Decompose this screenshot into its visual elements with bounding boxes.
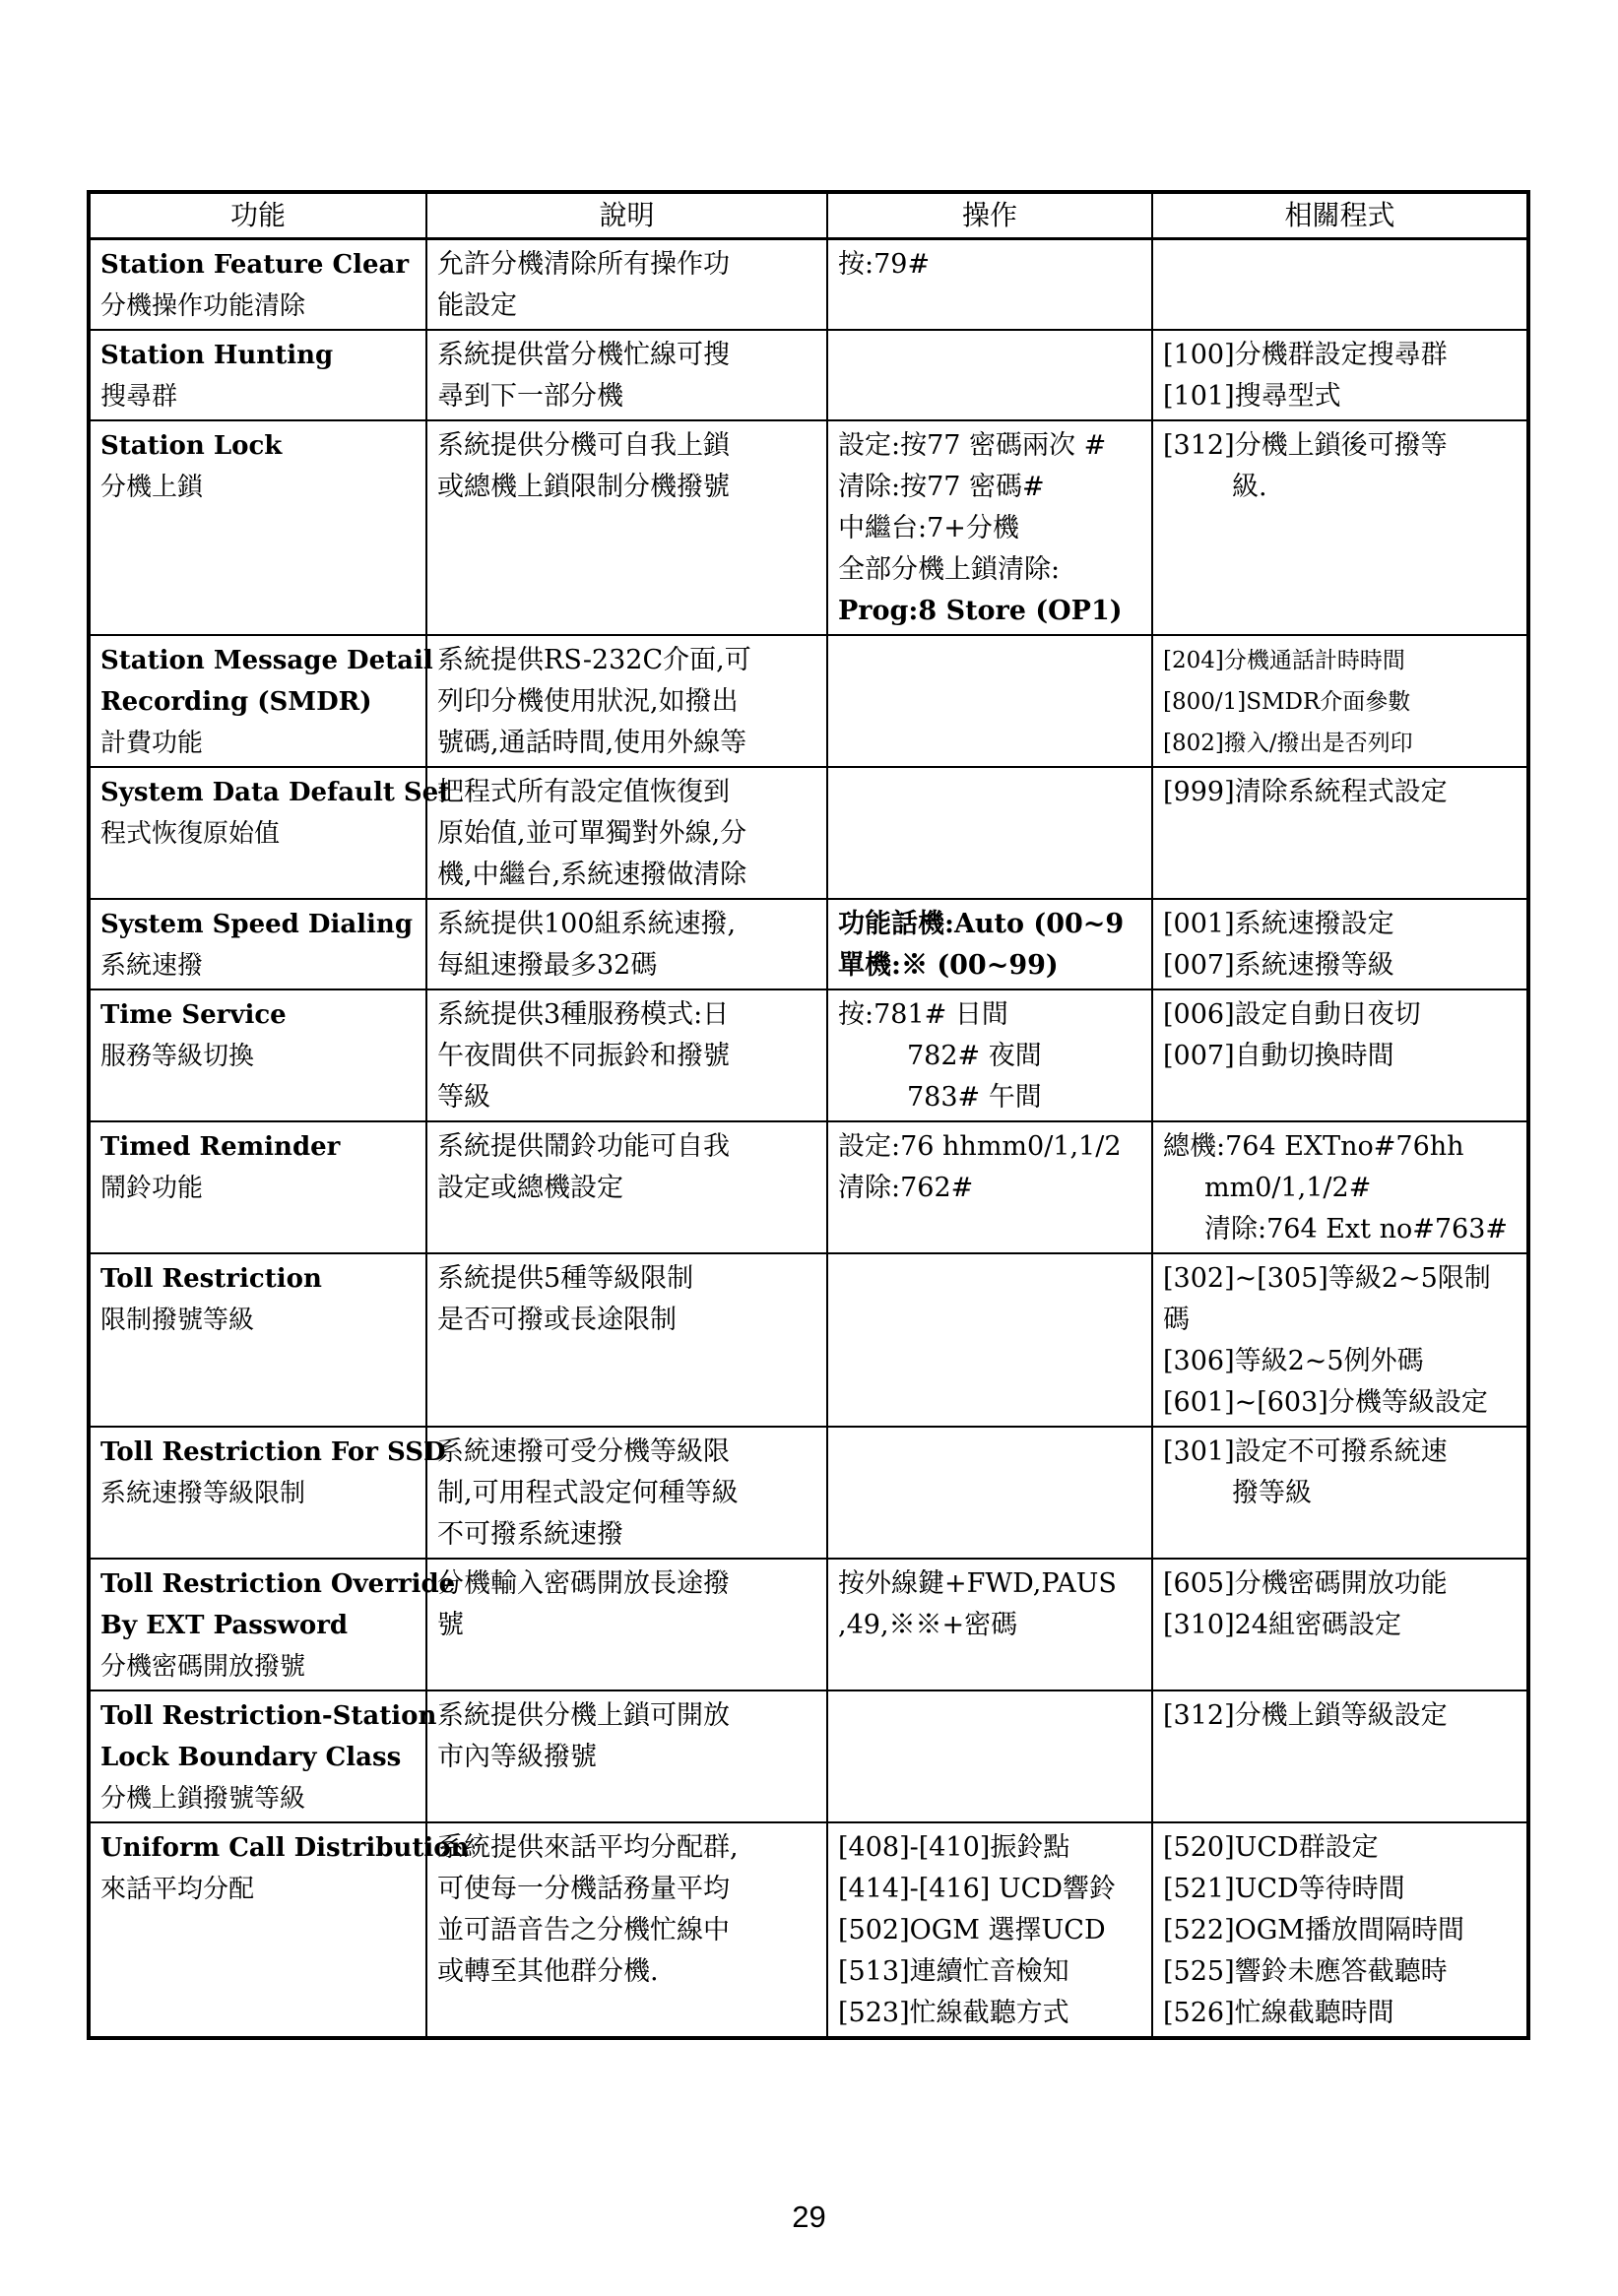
cell-line: 系統提供分機可自我上鎖: [437, 430, 730, 461]
cell-related: [1152, 420, 1528, 635]
cell-line: Time Service: [100, 1000, 287, 1030]
cell-line: Uniform Call Distribution: [100, 1833, 470, 1863]
cell-operation: [827, 1253, 1152, 1427]
cell-line: [525]響鈴未應答截聽時: [1163, 1956, 1448, 1987]
cell-operation: [827, 330, 1152, 420]
cell-line: Station Lock: [100, 431, 283, 461]
cell-line: [605]分機密碼開放功能: [1163, 1568, 1448, 1599]
cell-function: [89, 635, 433, 767]
cell-line: [101]搜尋型式: [1163, 381, 1341, 412]
cell-line: [408]-[410]振鈴點: [838, 1832, 1070, 1863]
cell-related: [1152, 767, 1528, 899]
cell-line: [601]~[603]分機等級設定: [1163, 1387, 1488, 1418]
table-row: [89, 330, 1528, 420]
cell-line: 清除:764 Ext no#763#: [1204, 1214, 1509, 1244]
page-number: 29: [792, 2200, 826, 2234]
cell-operation: [827, 420, 1152, 635]
cell-line: 搜尋群: [100, 382, 178, 412]
cell-line: [312]分機上鎖等級設定: [1163, 1700, 1448, 1731]
cell-line: ,49,※※+密碼: [838, 1610, 1018, 1640]
cell-line: Prog:8 Store (OP1): [838, 596, 1123, 626]
cell-line: 鬧鈴功能: [100, 1174, 204, 1203]
cell-description: [426, 1253, 827, 1427]
cell-line: 系統提供5種等級限制: [437, 1263, 694, 1294]
cell-function: [89, 767, 451, 899]
table-header-row: [89, 192, 1528, 239]
cell-description: [426, 1822, 827, 2038]
cell-operation: [827, 989, 1152, 1121]
cell-function: [89, 899, 426, 989]
table-row: [89, 899, 1528, 989]
cell-line: 不可撥系統速撥: [437, 1519, 623, 1550]
cell-line: 服務等級切換: [100, 1042, 255, 1071]
cell-description: [426, 239, 827, 331]
cell-line: [522]OGM播放間隔時間: [1163, 1915, 1464, 1945]
cell-line: 設定或總機設定: [437, 1173, 623, 1203]
cell-line: 783# 午間: [907, 1082, 1042, 1113]
cell-line: [301]設定不可撥系統速: [1163, 1436, 1448, 1467]
cell-line: 系統速撥等級限制: [100, 1479, 306, 1508]
cell-description: [426, 1427, 827, 1559]
cell-line: 尋到下一部分機: [437, 381, 623, 412]
cell-function: [89, 420, 426, 635]
table-row: [89, 1253, 1528, 1427]
feature-table: [87, 190, 1530, 2040]
cell-line: [521]UCD等待時間: [1163, 1874, 1405, 1904]
cell-line: 系統提供鬧鈴功能可自我: [437, 1131, 730, 1162]
cell-line: Toll Restriction Override: [100, 1569, 456, 1599]
cell-line: 中繼台:7+分機: [838, 513, 1019, 543]
cell-line: 設定:按77 密碼兩次 #: [838, 430, 1107, 461]
cell-line: [520]UCD群設定: [1163, 1832, 1379, 1863]
cell-line: 午夜間供不同振鈴和撥號: [437, 1041, 730, 1071]
cell-line: 或轉至其他群分機.: [437, 1956, 659, 1987]
cell-line: [302]~[305]等級2~5限制: [1163, 1263, 1491, 1294]
cell-line: 並可語音告之分機忙線中: [437, 1915, 730, 1945]
cell-related: [1152, 1559, 1528, 1690]
cell-line: Station Hunting: [100, 341, 334, 370]
cell-line: 設定:76 hhmm0/1,1/2: [838, 1131, 1122, 1162]
cell-line: [513]連續忙音檢知: [838, 1956, 1069, 1987]
cell-line: [312]分機上鎖後可撥等: [1163, 430, 1448, 461]
cell-line: [007]系統速撥等級: [1163, 950, 1394, 981]
cell-description: [426, 989, 827, 1121]
cell-line: 分機操作功能清除: [100, 291, 306, 321]
cell-line: [999]清除系統程式設定: [1163, 777, 1448, 807]
cell-line: 號: [437, 1610, 464, 1640]
cell-line: [800/1]SMDR介面參數: [1163, 689, 1411, 715]
cell-line: [414]-[416] UCD響鈴: [838, 1874, 1116, 1904]
cell-line: 分機輸入密碼開放長途撥: [437, 1568, 730, 1599]
cell-line: Timed Reminder: [100, 1132, 341, 1162]
cell-operation: [827, 1822, 1152, 2038]
cell-line: Toll Restriction For SSD: [100, 1437, 446, 1467]
cell-line: 等級: [437, 1082, 490, 1113]
cell-function: [89, 1427, 446, 1559]
cell-function: [89, 1822, 470, 2038]
table-row: [89, 1559, 1528, 1690]
cell-related: [1152, 239, 1528, 331]
table-row: [89, 1690, 1528, 1822]
cell-line: [523]忙線截聽方式: [838, 1998, 1069, 2028]
cell-line: 是否可撥或長途限制: [437, 1305, 677, 1335]
header-related-programs: 相關程式: [1152, 192, 1528, 239]
header-function: 功能: [89, 192, 426, 239]
table-row: [89, 767, 1528, 899]
cell-line: 允許分機清除所有操作功: [437, 249, 730, 280]
cell-line: 能設定: [437, 290, 517, 321]
table-row: [89, 1121, 1528, 1253]
cell-line: [502]OGM 選擇UCD: [838, 1915, 1106, 1945]
cell-line: 市內等級撥號: [437, 1742, 597, 1772]
cell-line: 系統提供RS-232C介面,可: [437, 645, 751, 675]
cell-line: [802]撥入/撥出是否列印: [1163, 731, 1413, 756]
cell-line: 分機上鎖: [100, 473, 204, 502]
cell-line: 功能話機:Auto (00~9: [838, 909, 1125, 939]
cell-description: [426, 635, 827, 767]
cell-line: 782# 夜間: [907, 1041, 1042, 1071]
cell-operation: [827, 767, 1152, 899]
cell-function: [89, 1559, 456, 1690]
header-description: 說明: [426, 192, 827, 239]
cell-line: 可使每一分機話務量平均: [437, 1874, 730, 1904]
cell-related: [1152, 1427, 1528, 1559]
cell-line: [310]24組密碼設定: [1163, 1610, 1401, 1640]
cell-function: [89, 1253, 426, 1427]
cell-line: Recording (SMDR): [100, 687, 372, 717]
cell-description: [426, 420, 827, 635]
cell-line: 清除:762#: [838, 1173, 974, 1203]
cell-related: [1152, 1690, 1528, 1822]
cell-line: [001]系統速撥設定: [1163, 909, 1394, 939]
cell-related: [1152, 989, 1528, 1121]
table-row: [89, 989, 1528, 1121]
header-operation: 操作: [827, 192, 1152, 239]
cell-line: 系統速撥可受分機等級限: [437, 1436, 730, 1467]
cell-description: [426, 767, 827, 899]
cell-line: By EXT Password: [100, 1611, 349, 1640]
cell-line: 制,可用程式設定何種等級: [437, 1478, 739, 1508]
cell-function: [89, 1690, 437, 1822]
cell-line: System Speed Dialing: [100, 910, 414, 939]
cell-line: 系統速撥: [100, 951, 204, 981]
cell-description: [426, 1121, 827, 1253]
cell-line: 號碼,通話時間,使用外線等: [437, 728, 747, 758]
cell-operation: [827, 635, 1152, 767]
cell-line: 級.: [1232, 472, 1267, 502]
cell-line: 計費功能: [100, 729, 204, 758]
cell-description: [426, 1559, 827, 1690]
cell-line: [100]分機群設定搜尋群: [1163, 340, 1448, 370]
cell-description: [426, 330, 827, 420]
cell-line: 碼: [1163, 1305, 1190, 1335]
cell-line: 全部分機上鎖清除:: [838, 554, 1061, 585]
cell-line: 機,中繼台,系統速撥做清除: [437, 860, 747, 890]
table-row: [89, 420, 1528, 635]
cell-related: [1152, 899, 1528, 989]
cell-line: [306]等級2~5例外碼: [1163, 1346, 1424, 1376]
cell-operation: [827, 1427, 1152, 1559]
cell-operation: [827, 1121, 1152, 1253]
cell-function: [89, 239, 426, 331]
cell-operation: [827, 1559, 1152, 1690]
cell-line: [526]忙線截聽時間: [1163, 1998, 1394, 2028]
cell-function: [89, 330, 426, 420]
cell-line: 撥等級: [1232, 1478, 1312, 1508]
cell-line: 程式恢復原始值: [100, 819, 281, 849]
cell-related: [1152, 635, 1528, 767]
cell-line: [007]自動切換時間: [1163, 1041, 1394, 1071]
table-row: [89, 239, 1528, 331]
cell-line: [006]設定自動日夜切: [1163, 999, 1421, 1030]
cell-line: 列印分機使用狀況,如撥出: [437, 686, 739, 717]
cell-line: 系統提供分機上鎖可開放: [437, 1700, 730, 1731]
cell-line: 清除:按77 密碼#: [838, 472, 1045, 502]
cell-operation: [827, 239, 1152, 331]
cell-line: Station Feature Clear: [100, 250, 410, 280]
cell-line: 按:781# 日間: [838, 999, 1008, 1030]
cell-line: Toll Restriction-Station: [100, 1701, 437, 1731]
table-row: [89, 1822, 1528, 2038]
cell-line: 分機上鎖撥號等級: [100, 1784, 306, 1814]
cell-line: 按:79#: [838, 249, 931, 280]
cell-related: [1152, 1822, 1528, 2038]
cell-line: 原始值,並可單獨對外線,分: [437, 818, 747, 849]
cell-line: mm0/1,1/2#: [1204, 1173, 1372, 1203]
cell-line: 總機:764 EXTno#76hh: [1163, 1131, 1464, 1162]
cell-related: [1152, 1121, 1528, 1253]
cell-line: 系統提供來話平均分配群,: [437, 1832, 739, 1863]
cell-line: 限制撥號等級: [100, 1306, 255, 1335]
cell-line: 單機:※ (00~99): [838, 950, 1059, 981]
cell-line: 或總機上鎖限制分機撥號: [437, 472, 730, 502]
cell-line: 系統提供100組系統速撥,: [437, 909, 737, 939]
cell-line: [204]分機通話計時時間: [1163, 648, 1405, 673]
cell-line: Station Message Detail: [100, 646, 433, 675]
cell-operation: [827, 899, 1152, 989]
cell-line: 分機密碼開放撥號: [100, 1652, 306, 1682]
cell-description: [426, 1690, 827, 1822]
cell-related: [1152, 1253, 1528, 1427]
cell-line: 系統提供當分機忙線可搜: [437, 340, 730, 370]
cell-line: System Data Default Set: [100, 778, 451, 807]
cell-line: Lock Boundary Class: [100, 1743, 402, 1772]
table-row: [89, 1427, 1528, 1559]
cell-line: 把程式所有設定值恢復到: [437, 777, 730, 807]
table-row: [89, 635, 1528, 767]
cell-function: [89, 1121, 426, 1253]
cell-line: 來話平均分配: [100, 1875, 255, 1904]
cell-line: 系統提供3種服務模式:日: [437, 999, 730, 1030]
cell-operation: [827, 1690, 1152, 1822]
cell-line: Toll Restriction: [100, 1264, 322, 1294]
cell-description: [426, 899, 827, 989]
cell-related: [1152, 330, 1528, 420]
cell-function: [89, 989, 426, 1121]
cell-line: 按外線鍵+FWD,PAUS: [838, 1568, 1117, 1599]
cell-line: 每組速撥最多32碼: [437, 950, 658, 981]
